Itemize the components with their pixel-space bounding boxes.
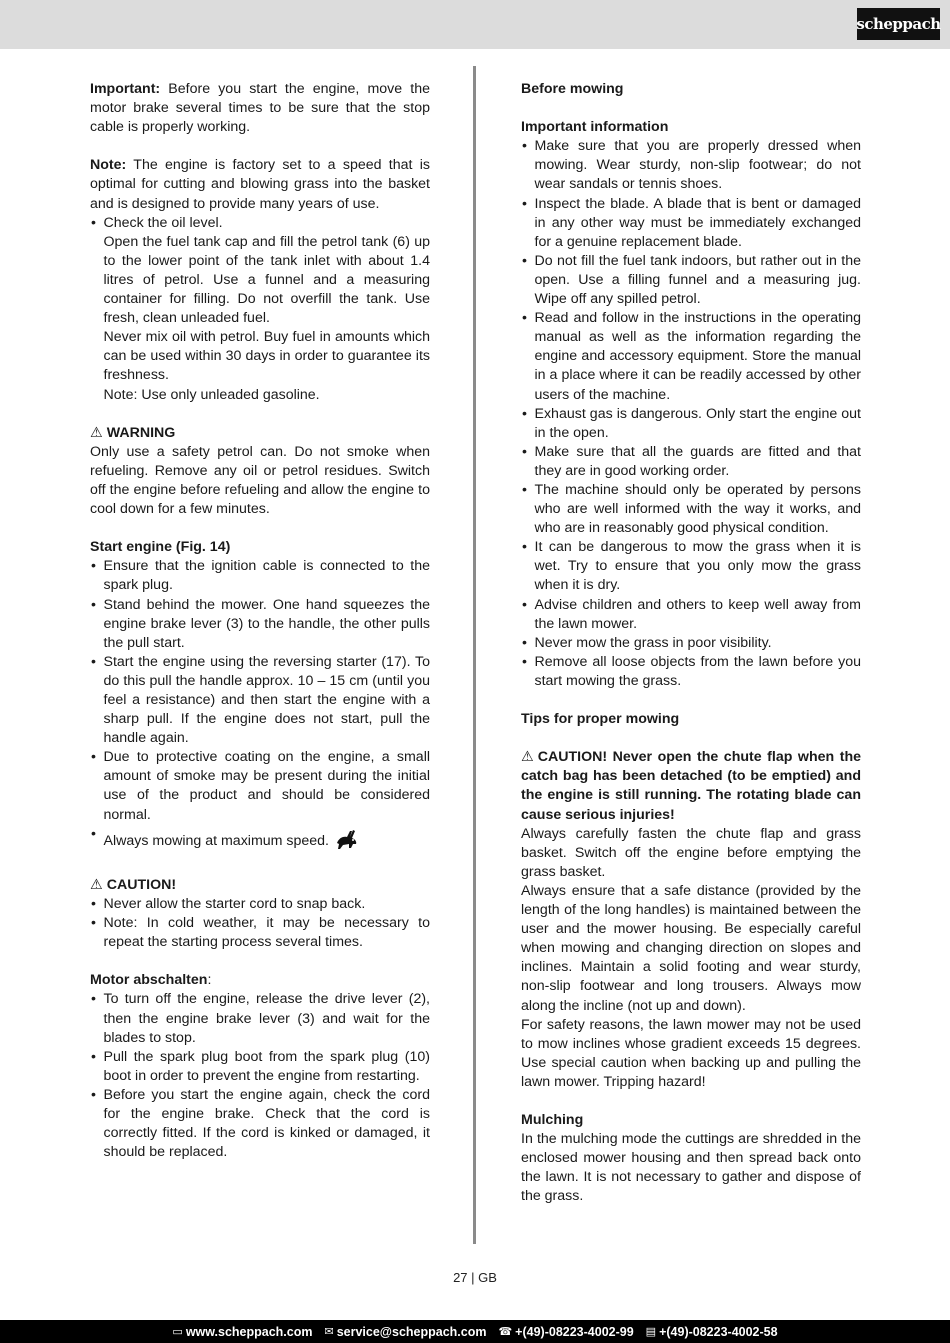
mulching-heading: Mulching bbox=[521, 1112, 584, 1129]
list-item: • Make sure that you are properly dressed when mowing. Wear sturdy, non-slip footwear; do not wear sandals or tennis shoes. bbox=[521, 137, 861, 194]
column-divider bbox=[473, 66, 476, 1244]
warning-triangle-icon: ⚠ bbox=[90, 876, 103, 893]
chute-caution bbox=[521, 748, 861, 824]
caution-list bbox=[90, 895, 430, 952]
list-item: • Make sure that all the guards are fitted and that they are in good working order. bbox=[521, 443, 861, 481]
motor-off-list bbox=[90, 990, 430, 1162]
list-item: • Never mow the grass in poor visibility. bbox=[521, 634, 861, 653]
list-item: • Advise children and others to keep well away from the lawn mower. bbox=[521, 596, 861, 634]
tips-paragraph-3: For safety reasons, the lawn mower may not be used to mow inclines whose gradient exceeds 15 degrees. Use special caution when backing up and pulling the lawn mower. Tripping hazard! bbox=[521, 1016, 861, 1090]
page-header-bar bbox=[0, 0, 950, 49]
mail-icon: ✉ bbox=[324, 1326, 334, 1338]
phone-text: +(49)-08223-4002-99 bbox=[515, 1324, 634, 1339]
website-text: www.scheppach.com bbox=[185, 1324, 313, 1339]
important-text: Before you start the engine, move the motor brake several times to be sure that the stop cable is properly working. bbox=[90, 81, 430, 136]
caution-heading bbox=[90, 876, 430, 895]
caution-title: CAUTION! bbox=[106, 876, 177, 893]
fax-icon: ▤ bbox=[645, 1326, 657, 1338]
important-label: Important: bbox=[90, 81, 161, 97]
warning-triangle-icon: ⚠ bbox=[90, 424, 103, 441]
list-item: • Check the oil level. bbox=[90, 214, 430, 233]
page-footer bbox=[0, 1320, 950, 1343]
email-text: service@scheppach.com bbox=[336, 1324, 487, 1339]
page-number: 27 | GB bbox=[453, 1270, 497, 1285]
fuel-paragraph-1: Open the fuel tank cap and fill the petrol tank (6) up to the lower point of the tank inlet with about 1.4 litres of petrol. Use a funnel and a measuring container for filling. Do not overfill the tank. Use fresh, clean unleaded fuel. bbox=[103, 233, 430, 327]
motor-off-colon: : bbox=[207, 972, 212, 989]
note-text: The engine is factory set to a speed that is optimal for cutting and blowing grass into the basket and is designed to provide many years of use. bbox=[90, 157, 430, 212]
important-info-list bbox=[521, 137, 861, 691]
footer-website[interactable] bbox=[172, 1325, 312, 1339]
list-item: • It can be dangerous to mow the grass when it is wet. Try to ensure that you only mow the grass when it is dry. bbox=[521, 538, 861, 595]
important-paragraph bbox=[90, 80, 430, 137]
list-item-text: Always mowing at maximum speed. bbox=[103, 832, 330, 849]
list-item: • Pull the spark plug boot from the spark plug (10) boot in order to prevent the engine from restarting. bbox=[90, 1048, 430, 1086]
motor-off-heading bbox=[90, 971, 430, 990]
motor-off-title: Motor abschalten bbox=[90, 972, 208, 989]
fax-text: +(49)-08223-4002-58 bbox=[659, 1324, 778, 1339]
start-engine-list bbox=[90, 557, 430, 856]
list-item: • Stand behind the mower. One hand squeezes the engine brake lever (3) to the handle, the other pulls the pull start. bbox=[90, 596, 430, 653]
tips-heading: Tips for proper mowing bbox=[521, 711, 680, 728]
list-item: • Inspect the blade. A blade that is bent or damaged in any other way must be immediately exchanged for a genuine replacement blade. bbox=[521, 195, 861, 252]
mulching-text: In the mulching mode the cuttings are shredded in the enclosed mower housing and then spread back onto the lawn. It is not necessary to gather and dispose of the grass. bbox=[521, 1131, 861, 1205]
list-item: • Ensure that the ignition cable is connected to the spark plug. bbox=[90, 557, 430, 595]
footer-fax bbox=[646, 1325, 778, 1339]
list-item bbox=[90, 825, 430, 857]
monitor-icon: ▭ bbox=[172, 1326, 183, 1338]
note-paragraph bbox=[90, 156, 430, 213]
list-item: • Remove all loose objects from the lawn before you start mowing the grass. bbox=[521, 653, 861, 691]
list-item: • Do not fill the fuel tank indoors, but rather out in the open. Use a filling funnel and a measuring jug. Wipe off any spilled petrol. bbox=[521, 252, 861, 309]
fuel-paragraph-3: Note: Use only unleaded gasoline. bbox=[103, 386, 320, 403]
rabbit-speed-icon bbox=[333, 825, 359, 857]
tips-paragraph-1: Always carefully fasten the chute flap and grass basket. Switch off the engine before emptying the grass basket. bbox=[521, 825, 861, 880]
warning-heading bbox=[90, 424, 430, 443]
list-item: • Never allow the starter cord to snap back. bbox=[90, 895, 430, 914]
list-item: • To turn off the engine, release the drive lever (2), then the engine brake lever (3) and wait for the blades to stop. bbox=[90, 990, 430, 1047]
before-mowing-heading: Before mowing bbox=[521, 81, 624, 97]
right-column bbox=[521, 80, 861, 1207]
list-item: • Before you start the engine again, check the cord for the engine brake. Check that the cord is correctly fitted. If the cord is kinked or damaged, it should be replaced. bbox=[90, 1086, 430, 1162]
tips-paragraph-2: Always ensure that a safe distance (provided by the length of the long handles) is maintained between the user and the mower housing. Be especially careful when mowing and changing direction on slopes and inclines. Maintain a solid footing and wear sturdy, non-slip footwear and long trousers. Always mow along the incline (not up and down). bbox=[521, 882, 861, 1014]
phone-icon: ☎ bbox=[498, 1326, 513, 1338]
oil-list bbox=[90, 214, 430, 233]
footer-email[interactable] bbox=[324, 1325, 486, 1339]
start-engine-heading: Start engine (Fig. 14) bbox=[90, 539, 231, 556]
chute-caution-text: CAUTION! Never open the chute flap when the catch bag has been detached (to be emptied) and the engine is still running. The rotating blade can cause serious injuries! bbox=[521, 749, 861, 823]
warning-title: WARNING bbox=[106, 424, 176, 441]
warning-text: Only use a safety petrol can. Do not smoke when refueling. Remove any oil or petrol residues. Switch off the engine before refueling and allow the engine to cool down for a few minutes. bbox=[90, 443, 430, 518]
list-item: • Read and follow in the instructions in the operating manual as well as the information regarding the engine and accessory equipment. Store the manual in a place where it can be readily accessed by other users of the machine. bbox=[521, 309, 861, 404]
left-column bbox=[90, 80, 430, 1162]
important-info-heading: Important information bbox=[521, 119, 669, 136]
list-item: • The machine should only be operated by persons who are well informed with the way it works, and who are in reasonably good physical condition. bbox=[521, 481, 861, 538]
fuel-paragraph-2: Never mix oil with petrol. Buy fuel in amounts which can be used within 30 days in order to guarantee its freshness. bbox=[103, 329, 430, 384]
footer-phone bbox=[498, 1325, 633, 1339]
list-item: • Start the engine using the reversing starter (17). To do this pull the handle approx. 10 – 15 cm (until you feel a resistance) and then start the engine with a sharp pull. If the engine does not start, pull the handle again. bbox=[90, 653, 430, 748]
list-item: • Due to protective coating on the engine, a small amount of smoke may be present during the initial use of the product and should be considered normal. bbox=[90, 748, 430, 824]
list-item: • Note: In cold weather, it may be necessary to repeat the starting process several times. bbox=[90, 914, 430, 952]
scheppach-logo: scheppach bbox=[857, 8, 940, 40]
note-label: Note: bbox=[90, 157, 127, 174]
list-item: • Exhaust gas is dangerous. Only start the engine out in the open. bbox=[521, 405, 861, 443]
warning-triangle-icon: ⚠ bbox=[521, 749, 534, 766]
